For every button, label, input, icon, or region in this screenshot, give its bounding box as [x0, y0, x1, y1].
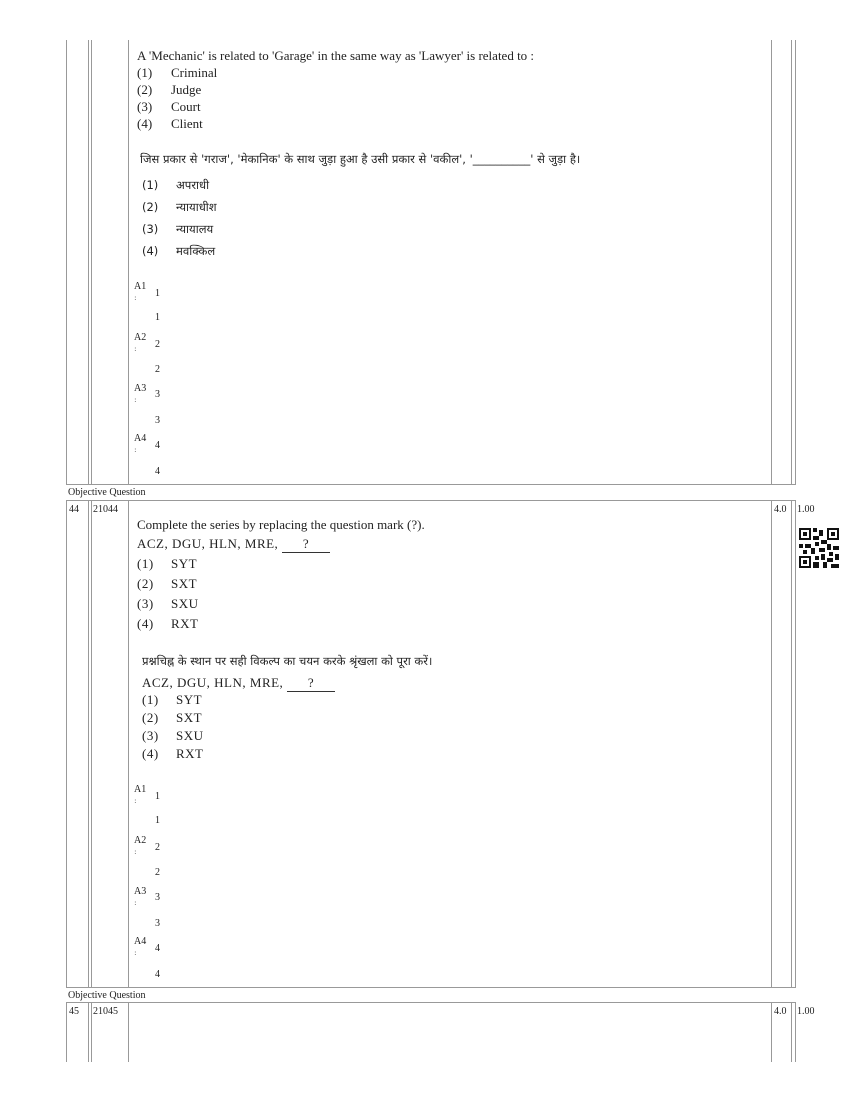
q44-negative: 1.00 — [797, 504, 815, 515]
q45-right-1 — [791, 1002, 792, 1062]
q44-answer-colon-3: : — [134, 898, 137, 907]
q45-number: 45 — [69, 1006, 79, 1017]
q44-option-en-3: (3) SXU — [137, 596, 199, 611]
q44-series-text-hi: ACZ, DGU, HLN, MRE, — [142, 675, 284, 690]
q44-type-label: Objective Question — [68, 487, 146, 498]
q44-question-hi: प्रश्नचिह्न के स्थान पर सही विकल्प का चयन करके श्रृंखला को पूरा करें। — [142, 654, 433, 668]
q44-answer-value2-4: 4 — [155, 969, 160, 980]
q44-options-en — [137, 554, 199, 634]
q45-id: 21045 — [93, 1006, 118, 1017]
q43-options-en — [137, 64, 217, 132]
q43-answer-value2-3: 3 — [155, 415, 160, 426]
q44-option-hi-1: (1) SYT — [142, 692, 203, 707]
q44-right-2 — [795, 500, 796, 988]
q43-answer-value-3: 3 — [155, 389, 160, 400]
q45-type-label: Objective Question — [68, 990, 146, 1001]
q44-option-hi-3: (3) SXU — [142, 728, 204, 743]
q44-option-en-2: (2) SXT — [137, 576, 198, 591]
q44-series-en — [137, 535, 330, 553]
q44-answer-value-1: 1 — [155, 791, 160, 802]
left-border-3 — [91, 40, 92, 485]
q44-blank-en: ? — [282, 535, 330, 553]
q43-options-hi — [142, 174, 217, 262]
q45-right-2 — [795, 1002, 796, 1062]
q44-answer-colon-1: : — [134, 796, 137, 805]
q45-border-2 — [88, 1002, 89, 1062]
q44-content-right — [771, 500, 772, 988]
q45-content-left — [128, 1002, 129, 1062]
q44-blank-hi: ? — [287, 674, 335, 692]
q43-answer-colon-4: : — [134, 445, 137, 454]
q43-answer-value2-1: 1 — [155, 312, 160, 323]
q43-answer-label-2: A2 — [134, 332, 147, 343]
q44-answer-label-4: A4 — [134, 936, 147, 947]
q44-answer-colon-4: : — [134, 948, 137, 957]
q44-marks: 4.0 — [774, 504, 787, 515]
q43-option-en-3: (3) Court — [137, 99, 201, 114]
q45-negative: 1.00 — [797, 1006, 815, 1017]
q44-series-hi — [142, 674, 335, 692]
q45-marks: 4.0 — [774, 1006, 787, 1017]
q44-option-en-1: (1) SYT — [137, 556, 198, 571]
q43-question-hi: जिस प्रकार से 'गराज', 'मेकानिक' के साथ जुड़ा हुआ है उसी प्रकार से 'वकील', '__________' से जुड़ा है। — [140, 152, 581, 166]
q43-answer-value2-2: 2 — [155, 364, 160, 375]
q43-option-hi-1: (1) अपराधी — [142, 178, 210, 192]
q44-options-hi — [142, 691, 204, 763]
q43-answer-colon-3: : — [134, 395, 137, 404]
q43-option-en-4: (4) Client — [137, 116, 203, 131]
q43-answer-label-1: A1 — [134, 281, 147, 292]
q44-content-left — [128, 500, 129, 988]
q44-series-text-en: ACZ, DGU, HLN, MRE, — [137, 536, 279, 551]
q43-question-en: A 'Mechanic' is related to 'Garage' in the same way as 'Lawyer' is related to : — [137, 48, 535, 63]
q43-answer-value-1: 1 — [155, 288, 160, 299]
q44-id: 21044 — [93, 504, 118, 515]
q44-answer-label-1: A1 — [134, 784, 147, 795]
left-border-1 — [66, 40, 67, 485]
q44-answer-value2-1: 1 — [155, 815, 160, 826]
right-border-2 — [795, 40, 796, 485]
content-right-border — [771, 40, 772, 485]
q43-option-hi-2: (2) न्यायाधीश — [142, 200, 217, 214]
q44-answer-colon-2: : — [134, 847, 137, 856]
q43-option-hi-3: (3) न्यायालय — [142, 222, 214, 236]
q44-answer-label-2: A2 — [134, 835, 147, 846]
q44-option-hi-2: (2) SXT — [142, 710, 203, 725]
q45-border-1 — [66, 1002, 67, 1062]
q43-answer-value-2: 2 — [155, 339, 160, 350]
q43-answer-label-4: A4 — [134, 433, 147, 444]
right-border-1 — [791, 40, 792, 485]
q44-answer-value2-3: 3 — [155, 918, 160, 929]
q44-border-1 — [66, 500, 67, 988]
q44-answer-value-3: 3 — [155, 892, 160, 903]
q45-border-3 — [91, 1002, 92, 1062]
row-top-44 — [66, 500, 796, 501]
row-bottom-44 — [66, 987, 796, 988]
q44-right-1 — [791, 500, 792, 988]
q43-option-hi-4: (4) मवक्किल — [142, 244, 216, 258]
content-left-border — [128, 40, 129, 485]
q44-number: 44 — [69, 504, 79, 515]
q44-border-2 — [88, 500, 89, 988]
row-top-45 — [66, 1002, 796, 1003]
q44-option-en-4: (4) RXT — [137, 616, 199, 631]
q44-answer-value-2: 2 — [155, 842, 160, 853]
q44-border-3 — [91, 500, 92, 988]
q43-option-en-2: (2) Judge — [137, 82, 202, 97]
q43-option-en-1: (1) Criminal — [137, 65, 218, 80]
qr-code-icon — [799, 528, 839, 568]
q44-question-en: Complete the series by replacing the question mark (?). — [137, 517, 425, 532]
q44-answer-value2-2: 2 — [155, 867, 160, 878]
row-bottom-43 — [66, 484, 796, 485]
q43-answer-label-3: A3 — [134, 383, 147, 394]
q43-answer-value-4: 4 — [155, 440, 160, 451]
left-border-2 — [88, 40, 89, 485]
q44-option-hi-4: (4) RXT — [142, 746, 204, 761]
q44-answer-label-3: A3 — [134, 886, 147, 897]
q43-answer-colon-2: : — [134, 344, 137, 353]
q43-answer-colon-1: : — [134, 293, 137, 302]
q43-answer-value2-4: 4 — [155, 466, 160, 477]
q44-answer-value-4: 4 — [155, 943, 160, 954]
q45-content-right — [771, 1002, 772, 1062]
